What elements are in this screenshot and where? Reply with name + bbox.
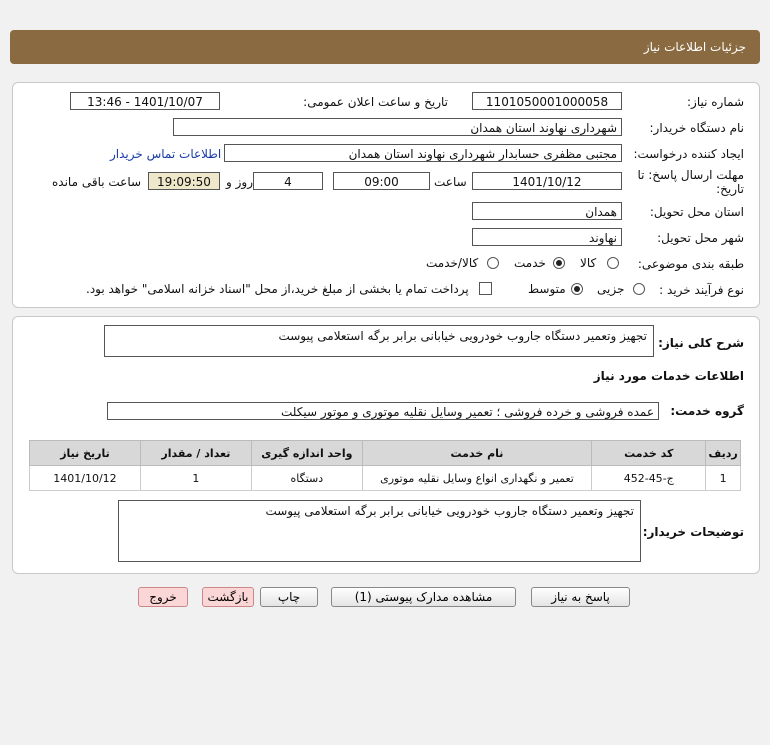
buyer-org-field: شهرداری نهاوند استان همدان (173, 118, 622, 136)
treasury-payment-checkbox[interactable] (479, 282, 492, 295)
process-type-label: نوع فرآیند خرید : (659, 283, 744, 297)
process-radio-medium[interactable] (571, 283, 583, 295)
service-group-field: عمده فروشی و خرده فروشی ؛ تعمیر وسایل نقلیه موتوری و موتور سیکلت (107, 402, 659, 420)
category-option-goods-service: کالا/خدمت (426, 256, 479, 270)
deadline-time-label: ساعت (434, 175, 467, 189)
service-group-label: گروه خدمت: (670, 404, 744, 418)
remaining-time-label: ساعت باقی مانده (52, 175, 142, 189)
reply-button[interactable]: پاسخ به نیاز (531, 587, 630, 607)
deadline-label-line2: تاریخ: (716, 182, 744, 196)
exit-button[interactable]: خروج (138, 587, 188, 607)
services-section-title: اطلاعات خدمات مورد نیاز (593, 369, 744, 383)
summary-label: شرح کلی نیاز: (658, 336, 744, 350)
col-need-date: تاریخ نیاز (30, 441, 141, 466)
cell-unit: دستگاه (251, 466, 362, 491)
col-unit: واحد اندازه گیری (251, 441, 362, 466)
announce-date-field: 1401/10/07 - 13:46 (70, 92, 220, 110)
process-option-medium: متوسط (528, 282, 566, 296)
need-number-label: شماره نیاز: (687, 95, 744, 109)
deadline-date-field: 1401/10/12 (472, 172, 622, 190)
col-service-code: کد خدمت (592, 441, 706, 466)
province-field: همدان (472, 202, 622, 220)
province-label: استان محل تحویل: (649, 205, 744, 219)
page-title: جزئیات اطلاعات نیاز (643, 40, 746, 54)
cell-row: 1 (706, 466, 741, 491)
city-label: شهر محل تحویل: (657, 231, 744, 245)
print-button[interactable]: چاپ (260, 587, 318, 607)
buyer-org-label: نام دستگاه خریدار: (649, 121, 744, 135)
category-option-service: خدمت (514, 256, 546, 270)
col-quantity: تعداد / مقدار (140, 441, 251, 466)
cell-need-date: 1401/10/12 (30, 466, 141, 491)
details-panel (12, 82, 760, 308)
category-label: طبقه بندی موضوعی: (637, 257, 744, 271)
services-table-header (30, 441, 741, 466)
cell-quantity: 1 (140, 466, 251, 491)
cell-service-name: تعمیر و نگهداری انواع وسایل نقلیه موتوری (362, 466, 591, 491)
buyer-notes-label: توضیحات خریدار: (642, 525, 744, 539)
category-radio-goods-service[interactable] (487, 257, 499, 269)
category-radio-goods[interactable] (607, 257, 619, 269)
city-field: نهاوند (472, 228, 622, 246)
page-header (10, 30, 760, 64)
col-service-name: نام خدمت (362, 441, 591, 466)
back-button[interactable]: بازگشت (202, 587, 254, 607)
col-row: ردیف (706, 441, 741, 466)
deadline-time-field: 09:00 (333, 172, 430, 190)
remaining-days-field: 4 (253, 172, 323, 190)
remaining-time-field: 19:09:50 (148, 172, 220, 190)
category-option-goods: کالا (580, 256, 597, 270)
contact-info-link[interactable]: اطلاعات تماس خریدار (110, 147, 222, 161)
services-table (29, 440, 741, 491)
view-attachments-button[interactable]: مشاهده مدارک پیوستی (1) (331, 587, 516, 607)
process-radio-minor[interactable] (633, 283, 645, 295)
summary-field: تجهیز وتعمیر دستگاه جاروب خودرویی خیابانی برابر برگه استعلامی پیوست (104, 325, 654, 357)
announce-date-label: تاریخ و ساعت اعلان عمومی: (303, 95, 448, 109)
requester-label: ایجاد کننده درخواست: (633, 147, 744, 161)
requester-field: مجتبی مظفری حسابدار شهرداری نهاوند استان همدان (224, 144, 622, 162)
deadline-label-line1: مهلت ارسال پاسخ: تا (637, 168, 744, 182)
buyer-notes-field: تجهیز وتعمیر دستگاه جاروب خودرویی خیابانی برابر برگه استعلامی پیوست (118, 500, 641, 562)
table-row (30, 466, 741, 491)
cell-service-code: ج-45-452 (592, 466, 706, 491)
category-radio-service[interactable] (553, 257, 565, 269)
treasury-payment-note: پرداخت تمام یا بخشی از مبلغ خرید،از محل "اسناد خزانه اسلامی" خواهد بود. (86, 282, 469, 296)
need-number-field: 1101050001000058 (472, 92, 622, 110)
remaining-days-label: روز و (226, 175, 253, 189)
process-option-minor: جزیی (597, 282, 625, 296)
